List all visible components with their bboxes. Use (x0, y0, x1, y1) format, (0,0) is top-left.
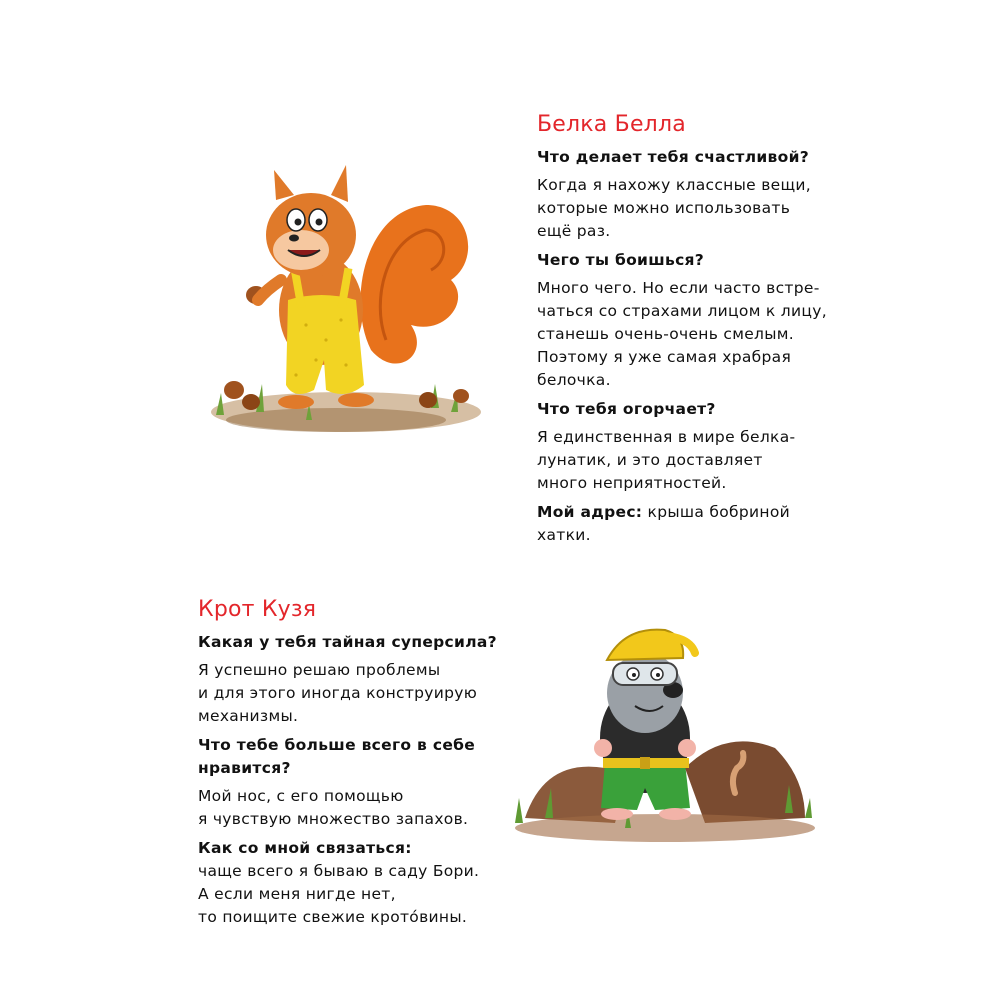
kuzya-answer-2: Мой нос, с его помощью я чувствую множество запахов. (198, 787, 469, 828)
bella-title: Белка Белла (537, 112, 686, 137)
bella-address-value: крыша бобриной хатки. (537, 503, 790, 544)
squirrel-illustration (196, 150, 481, 450)
bella-address-label: Мой адрес: (537, 503, 643, 521)
bella-question-3: Что тебя огорчает? (537, 400, 716, 418)
kuzya-title: Крот Кузя (198, 597, 317, 622)
kuzya-profile (198, 597, 498, 935)
bella-answer-1: Когда я нахожу классные вещи, которые можно использовать ещё раз. (537, 176, 811, 240)
bella-question-1: Что делает тебя счастливой? (537, 148, 810, 166)
bella-answer-3: Я единственная в мире белка- лунатик, и это доставляет много неприятностей. (537, 428, 796, 492)
bella-profile (537, 112, 837, 553)
kuzya-answer-3: чаще всего я бываю в саду Бори. А если меня нигде нет, то поищите свежие крото́вины. (198, 862, 480, 926)
mole-illustration (505, 618, 823, 850)
kuzya-question-2: Что тебе больше всего в себе нравится? (198, 736, 476, 777)
kuzya-question-3: Как со мной связаться: (198, 839, 412, 857)
bella-question-2: Чего ты боишься? (537, 251, 705, 269)
kuzya-answer-1: Я успешно решаю проблемы и для этого иногда конструирую механизмы. (198, 661, 478, 725)
bella-answer-2: Много чего. Но если часто встре- чаться со страхами лицом к лицу, станешь очень-очень смелым. Поэтому я уже самая храбрая белочка. (537, 279, 827, 389)
bella-address (537, 501, 837, 547)
kuzya-question-1: Какая у тебя тайная суперсила? (198, 633, 497, 651)
